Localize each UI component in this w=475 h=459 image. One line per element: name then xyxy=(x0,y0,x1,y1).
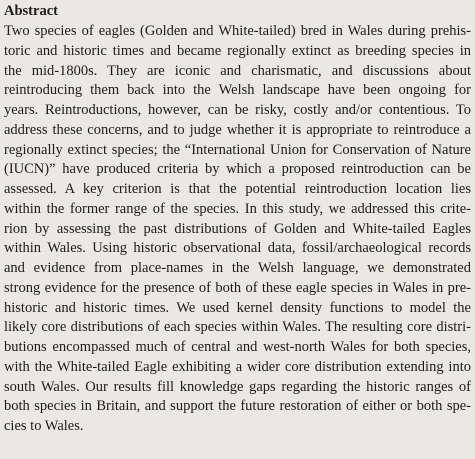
abstract-line: cies to Wales. xyxy=(4,418,84,434)
abstract-line: regionally extinct species; the “International Union for Conservation of Nature xyxy=(4,141,471,158)
abstract-line: address these concerns, and to judge whether it is appropriate to reintroduce a xyxy=(4,121,471,138)
abstract-line: years. Reintroductions, however, can be risky, costly and/or contentious. To xyxy=(4,102,471,118)
abstract-line: Two species of eagles (Golden and White-tailed) bred in Wales during prehis- xyxy=(4,23,471,39)
abstract-section xyxy=(4,1,471,437)
abstract-line: historic and historic times. We used kernel density functions to model the xyxy=(4,299,471,316)
abstract-line: likely core distributions of each species within Wales. The resulting core distri- xyxy=(4,319,471,336)
abstract-line: butions encompassed much of central and west-north Wales for both species, xyxy=(4,339,471,355)
abstract-line: assessed. A key criterion is that the potential reintroduction location lies xyxy=(4,181,471,197)
abstract-line: (IUCN)” have produced criteria by which a proposed reintroduction can be xyxy=(4,161,471,178)
abstract-line: both species in Britain, and support the future restoration of either or both spe- xyxy=(4,398,471,415)
abstract-line: with the White-tailed Eagle exhibiting a wider core distribution extending into xyxy=(4,358,471,375)
abstract-line: and evidence from place-names in the Welsh language, we demonstrated xyxy=(4,260,471,276)
abstract-line: toric and historic times and became regionally extinct as breeding species in xyxy=(4,42,471,59)
abstract-body xyxy=(4,22,471,437)
abstract-line: the mid-1800s. They are iconic and charismatic, and discussions about xyxy=(4,62,471,79)
abstract-line: within Wales. Using historic observational data, fossil/archaeological records xyxy=(4,240,471,257)
abstract-line: reintroducing them back into the Welsh landscape have been ongoing for xyxy=(4,82,471,99)
abstract-line: within the former range of the species. In this study, we addressed this crite- xyxy=(4,200,471,217)
abstract-line: rion by assessing the past distributions of Golden and White-tailed Eagles xyxy=(4,220,471,237)
abstract-line: south Wales. Our results fill knowledge gaps regarding the historic ranges of xyxy=(4,378,471,395)
abstract-line: strong evidence for the presence of both of these eagle species in Wales in pre- xyxy=(4,279,471,296)
abstract-heading: Abstract xyxy=(4,3,58,19)
